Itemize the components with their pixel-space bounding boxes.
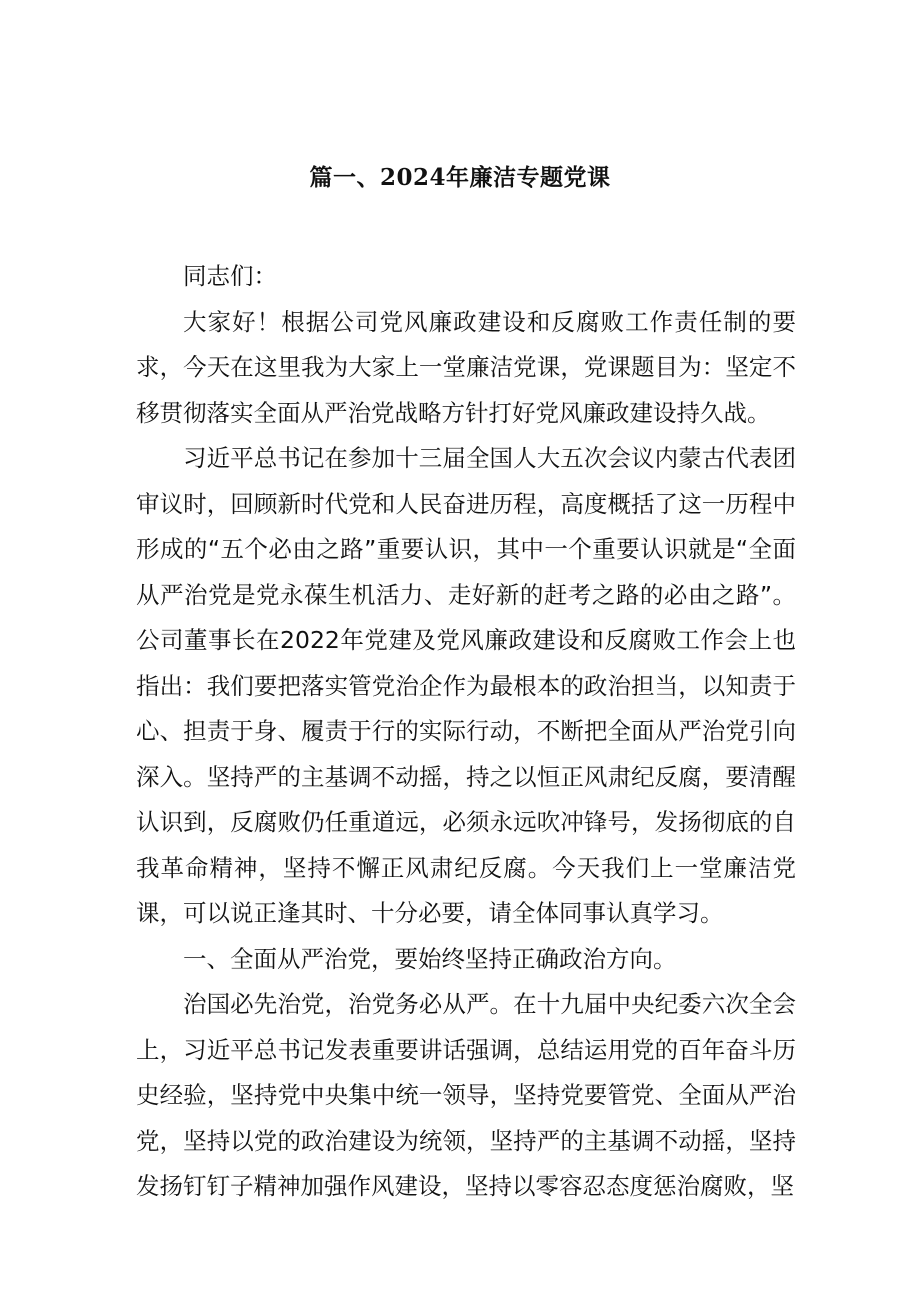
paragraph-section-1: 治国必先治党，治党务必从严。在十九届中央纪委六次全会上，习近平总书记发表重要讲话强调，总结运用党的百年奋斗历史经验，坚持党中央集中统一领导，坚持党要管党、全面从严治党，坚持以党的政治建设为统领，坚持严的主基调不动摇，坚持发扬钉钉子精神加强作风建设，坚持以零容忍态度惩治腐败，坚 <box>136 990 796 1200</box>
document-body <box>136 254 796 1210</box>
paragraph-salutation: 同志们： <box>183 262 277 290</box>
document-title: 篇一、2024年廉洁专题党课 <box>309 164 611 191</box>
section-heading-1: 一、全面从严治党，要始终坚持正确政治方向。 <box>183 944 677 973</box>
paragraph-intro: 大家好！根据公司党风廉政建设和反腐败工作责任制的要求，今天在这里我为大家上一堂廉洁党课，党课题目为：坚定不移贯彻落实全面从严治党战略方针打好党风廉政建设持久战。 <box>136 307 796 427</box>
paragraph-background: 习近平总书记在参加十三届全国人大五次会议内蒙古代表团审议时，回顾新时代党和人民奋进历程，高度概括了这一历程中形成的“五个必由之路”重要认识，其中一个重要认识就是“全面从严治党是党永葆生机活力、走好新的赶考之路的必由之路”。公司董事长在2022年党建及党风廉政建设和反腐败工作会上也指出：我们要把落实管党治企作为最根本的政治担当，以知责于心、担责于身、履责于行的实际行动，不断把全面从严治党引向深入。坚持严的主基调不动摇，持之以恒正风肃纪反腐，要清醒认识到，反腐败仍任重道远，必须永远吹冲锋号，发扬彻底的自我革命精神，坚持不懈正风肃纪反腐。今天我们上一堂廉洁党课，可以说正逢其时、十分必要，请全体同事认真学习。 <box>136 444 796 927</box>
